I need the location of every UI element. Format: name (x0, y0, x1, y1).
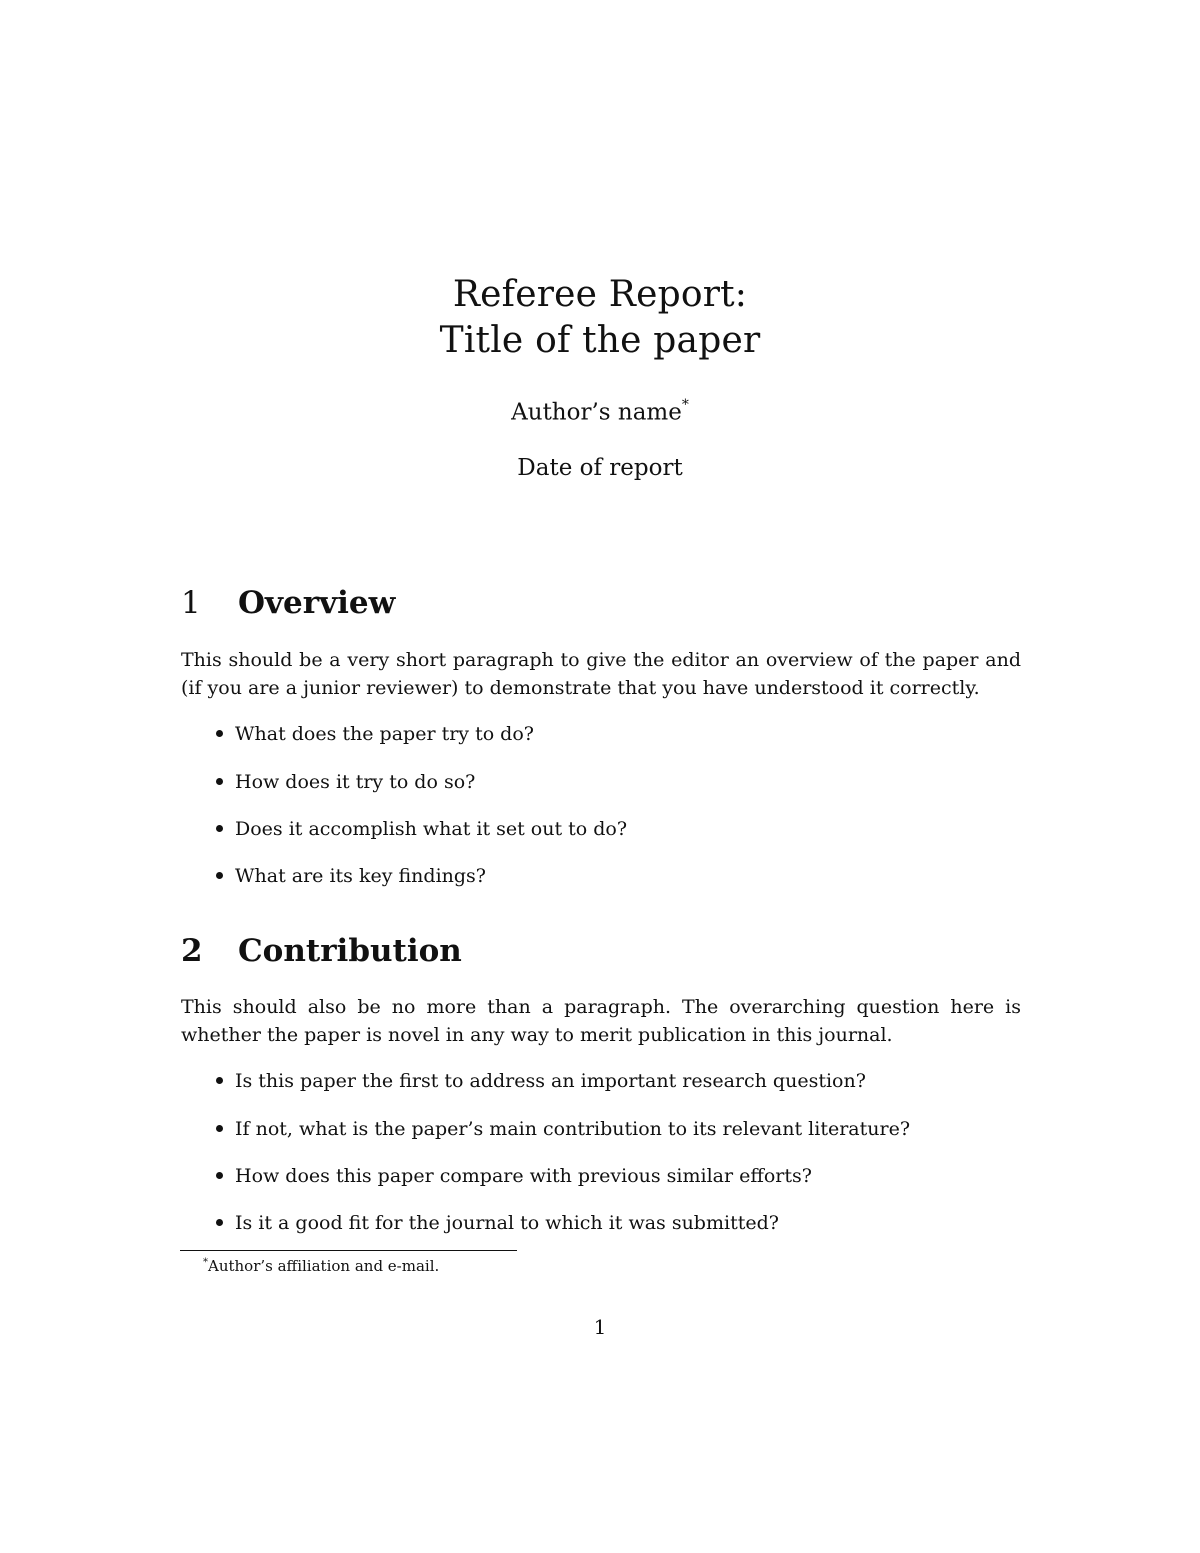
list-item (216, 1164, 812, 1188)
bullet-icon (216, 872, 223, 879)
footnote-text: Author’s affiliation and e-mail. (208, 1257, 440, 1275)
contribution-paragraph: This should also be no more than a paragraph. The overarching question here is whether the paper is novel in any way to merit publication in this journal. (181, 996, 1021, 1046)
list-item-text: What are its key findings? (235, 865, 486, 887)
author-name-text: Author’s name (511, 399, 682, 426)
bullet-icon (216, 825, 223, 832)
title-line-1: Referee Report: (452, 274, 748, 315)
list-item (216, 864, 486, 888)
list-item-text: Is this paper the first to address an important research question? (235, 1070, 866, 1092)
list-item-text: How does this paper compare with previous similar efforts? (235, 1165, 812, 1187)
author-footnote-mark: * (681, 397, 689, 413)
list-item-text: How does it try to do so? (235, 771, 476, 793)
bullet-icon (216, 778, 223, 785)
section-number: 2 (181, 933, 203, 969)
footnote-mark: * (203, 1257, 208, 1268)
footnote-divider (180, 1250, 517, 1251)
title-line-2: Title of the paper (439, 320, 761, 361)
footnote (203, 1257, 439, 1275)
author-name (0, 399, 1200, 426)
list-item-text: If not, what is the paper’s main contribution to its relevant literature? (235, 1118, 911, 1140)
list-item-text: What does the paper try to do? (235, 723, 534, 745)
section-title: Overview (238, 585, 396, 621)
overview-paragraph: This should be a very short paragraph to give the editor an overview of the paper and (if you are a junior reviewer) to demonstrate that you have understood it correctly. (181, 649, 1021, 699)
section-title: Contribution (238, 933, 462, 969)
list-item (216, 770, 475, 794)
list-item (216, 1117, 910, 1141)
list-item (216, 1069, 866, 1093)
bullet-icon (216, 1219, 223, 1226)
report-date: Date of report (517, 455, 683, 481)
section-number: 1 (181, 585, 201, 621)
list-item (216, 1211, 779, 1235)
section-heading-overview (181, 585, 395, 621)
page-number: 1 (593, 1315, 607, 1339)
list-item-text: Is it a good fit for the journal to which it was submitted? (235, 1212, 779, 1234)
list-item (216, 722, 534, 746)
bullet-icon (216, 1077, 223, 1084)
list-item (216, 817, 627, 841)
section-heading-contribution (181, 933, 462, 969)
bullet-icon (216, 730, 223, 737)
list-item-text: Does it accomplish what it set out to do? (235, 818, 628, 840)
bullet-icon (216, 1172, 223, 1179)
bullet-icon (216, 1125, 223, 1132)
